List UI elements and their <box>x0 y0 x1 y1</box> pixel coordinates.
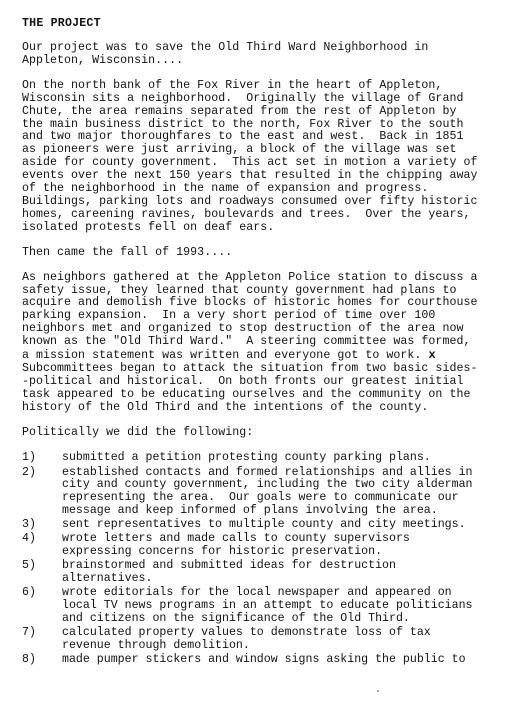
paragraph-neighbors <box>22 272 500 363</box>
scan-speck <box>377 690 379 692</box>
paragraph-history: On the north bank of the Fox River in the heart of Appleton, Wisconsin sits a neighborhood. Originally the village of Grand Chute, the area remains separated from the rest of Appleton by the main business district to the north, Fox River to the south and two major thoroughfares to the east and west. Back in 1851 as pioneers were just arriving, a block of the village was set aside for county government. This act set in motion a variety of events over the next 150 years that resulted in the chipping away of the neighborhood in the name of expansion and progress. Buildings, parking lots and roadways consumed over fifty historic homes, careening ravines, boulevards and trees. Over the years, isolated protests fell on deaf ears. <box>22 78 478 234</box>
list-item-text: calculated property values to demonstrate loss of tax revenue through demolition. <box>62 626 431 653</box>
list-item-text: sent representatives to multiple county and city meetings. <box>62 518 466 532</box>
list-item <box>22 587 500 626</box>
list-item-text: made pumper stickers and window signs asking the public to <box>62 653 466 667</box>
list-item-number: 2) <box>22 465 36 479</box>
list-item-text: wrote letters and made calls to county supervisors expressing concerns for historic preservation. <box>62 532 410 559</box>
page-heading: THE PROJECT <box>22 17 101 30</box>
handwritten-x-mark: x <box>428 348 436 363</box>
list-item <box>22 519 500 532</box>
list-item <box>22 533 500 559</box>
list-item-number: 4) <box>22 532 36 546</box>
list-item <box>22 654 500 667</box>
list-item-text: brainstormed and submitted ideas for destruction alternatives. <box>62 559 396 586</box>
list-item <box>22 467 500 519</box>
actions-list <box>22 452 500 667</box>
list-item-number: 7) <box>22 626 36 640</box>
list-item-number: 5) <box>22 559 36 573</box>
list-item <box>22 452 500 465</box>
list-item-text: established contacts and formed relationships and allies in city and county government, including the two city alderman representing the area. Our goals were to communicate our message and keep informed of plans involving the area. <box>62 465 473 518</box>
paragraph-fall-1993: Then came the fall of 1993.... <box>22 245 233 259</box>
paragraph-intro: Our project was to save the Old Third Ward Neighborhood in Appleton, Wisconsin.... <box>22 41 429 67</box>
list-item <box>22 627 500 653</box>
list-item-number: 8) <box>22 653 36 667</box>
list-item-text: submitted a petition protesting county parking plans. <box>62 451 431 465</box>
list-item-text: wrote editorials for the local newspaper and appeared on local TV news programs in an attempt to educate politicians and citizens on the significance of the Old Third. <box>62 586 473 626</box>
paragraph-subcommittees: Subcommittees began to attack the situation from two basic sides- -political and historical. On both fronts our greatest initial task appeared to be educating ourselves and the community on the history of the Old Third and the intentions of the county. <box>22 361 478 414</box>
list-item-number: 3) <box>22 518 36 532</box>
paragraph-neighbors-text: As neighbors gathered at the Appleton Police station to discuss a safety issue, they learned that county government had plans to acquire and demolish five blocks of historic homes for courthouse parking expansion. In a very short period of time over 100 neighbors met and organized to stop destruction of the area now known as the "Old Third Ward." A steering committee was formed, a mission statement was written and everyone got to work. <box>22 270 478 363</box>
paragraph-politically: Politically we did the following: <box>22 425 254 439</box>
list-item-number: 6) <box>22 586 36 600</box>
list-item-number: 1) <box>22 451 36 465</box>
list-item <box>22 560 500 586</box>
